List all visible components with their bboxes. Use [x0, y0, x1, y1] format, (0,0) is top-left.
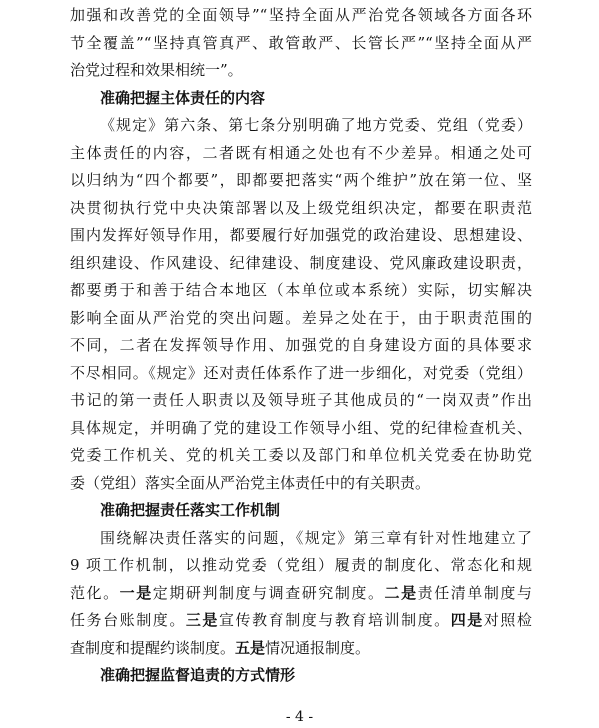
paragraph-line: 以归纳为“四个都要”，即都要把落实“两个维护”放在第一位、坚	[70, 171, 532, 189]
paragraph-line: 加强和改善党的全面领导”“坚持全面从严治党各领域各方面各环	[70, 6, 532, 24]
paragraph-line: 决贯彻执行党中央决策部署以及上级党组织决定，都要在职责范	[70, 198, 532, 217]
text-run: 定期研判制度与调查研究制度。	[152, 583, 385, 602]
text-run: 范化。	[70, 583, 120, 602]
paragraph-line	[70, 607, 532, 635]
paragraph-line: 围内发挥好领导作用，都要履行好加强党的政治建设、思想建设、	[70, 226, 532, 244]
paragraph-line: 都要勇于和善于结合本地区（本单位或本系统）实际，切实解决	[70, 281, 532, 299]
paragraph-line: 党委工作机关、党的机关工委以及部门和单位机关党委在协助党	[70, 446, 532, 464]
text-run: 情况通报制度。	[265, 638, 371, 657]
text-run: 对照检	[483, 611, 532, 629]
text-run: 宣传教育制度与教育培训制度。	[218, 611, 451, 629]
paragraph-line: 不尽相同。《规定》还对责任体系作了进一步细化，对党委（党组）	[70, 363, 532, 382]
section-heading-supervision: 准确把握监督追责的方式情形	[100, 666, 296, 684]
text-run: 任务台账制度。	[70, 611, 186, 629]
emphasis-ordinal: 一是	[119, 583, 153, 602]
paragraph-line: 委（党组）落实全面从严治党主体责任中的有关职责。	[70, 473, 431, 492]
text-run: 查制度和提醒约谈制度。	[70, 638, 236, 657]
document-page	[70, 2, 532, 690]
paragraph-line: 治党过程和效果相统一”。	[70, 61, 243, 79]
paragraph-line: 书记的第一责任人职责以及领导班子其他成员的“一岗双责”作出	[70, 391, 532, 409]
paragraph-line: 组织建设、作风建设、纪律建设、制度建设、党风廉政建设职责，	[70, 253, 532, 272]
emphasis-ordinal: 五是	[235, 638, 266, 657]
text-run: 责任清单制度与	[417, 583, 532, 602]
paragraph-line	[70, 635, 532, 663]
paragraph-line: 9 项工作机制，以推动党委（党组）履责的制度化、常态化和规	[70, 556, 532, 574]
emphasis-ordinal: 四是	[450, 611, 484, 629]
paragraph-line	[70, 580, 532, 608]
emphasis-ordinal: 三是	[185, 611, 219, 629]
paragraph-line: 不同，二者在发挥领导作用、加强党的自身建设方面的具体要求	[70, 336, 532, 354]
paragraph-line: 影响全面从严治党的突出问题。差异之处在于，由于职责范围的	[70, 308, 532, 327]
page-number: - 4 -	[285, 709, 314, 725]
paragraph-line: 围绕解决责任落实的问题，《规定》第三章有针对性地建立了	[100, 528, 532, 547]
paragraph-line: 具体规定，并明确了党的建设工作领导小组、党的纪律检查机关、	[70, 418, 532, 437]
paragraph-line: 节全覆盖”“坚持真管真严、敢管敢严、长管长严”“坚持全面从严	[70, 33, 532, 52]
section-heading-main-responsibility: 准确把握主体责任的内容	[100, 88, 266, 107]
paragraph-line: 主体责任的内容，二者既有相通之处也有不少差异。相通之处可	[70, 143, 532, 162]
emphasis-ordinal: 二是	[384, 583, 418, 602]
paragraph-line: 《规定》第六条、第七条分别明确了地方党委、党组（党委）	[100, 116, 532, 134]
section-heading-work-mechanism: 准确把握责任落实工作机制	[100, 501, 281, 519]
